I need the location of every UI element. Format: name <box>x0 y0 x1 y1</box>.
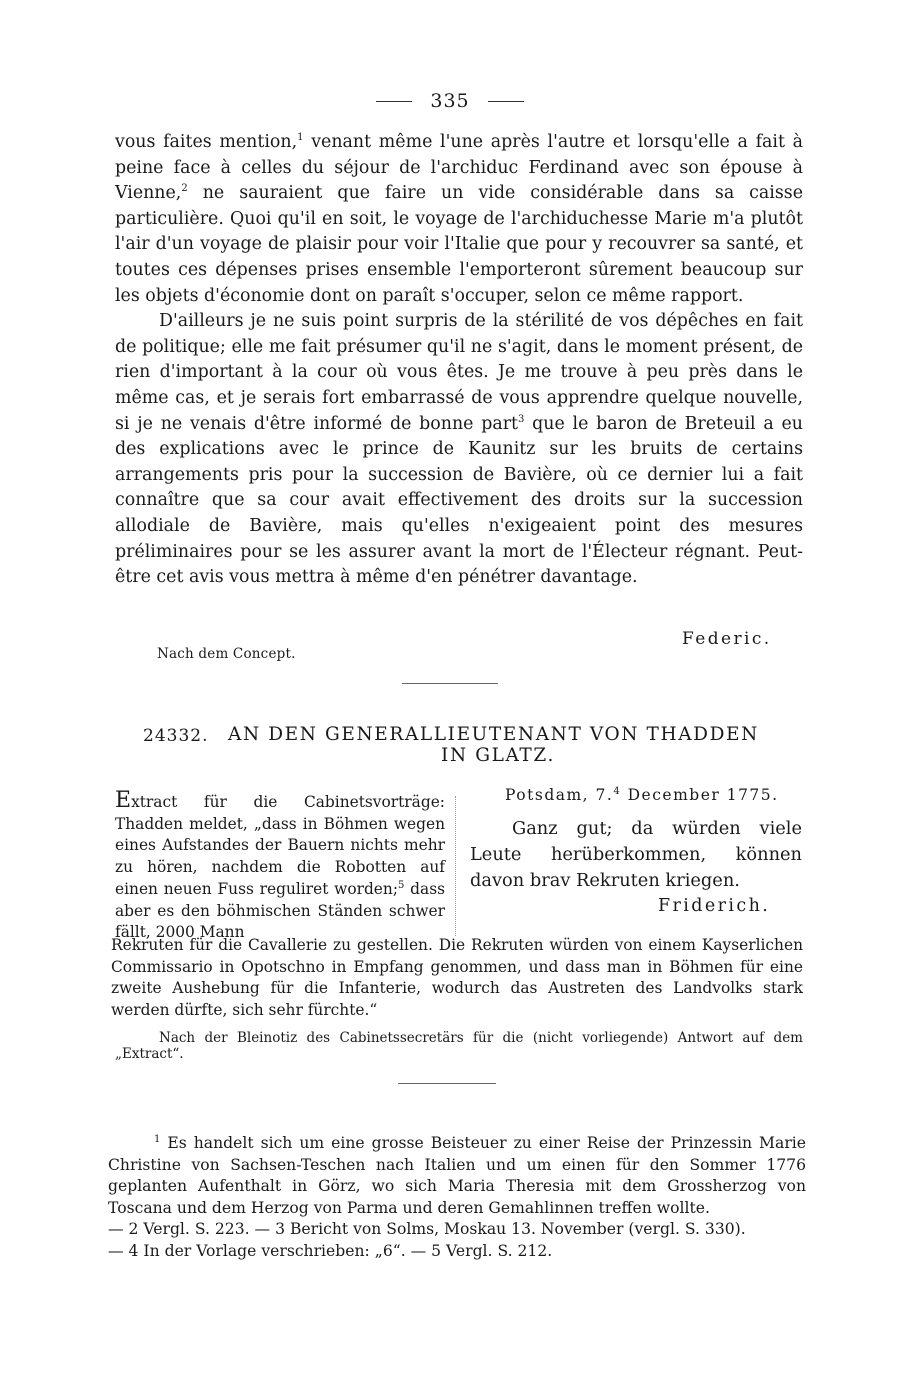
document-heading <box>228 724 788 766</box>
reply-text: Ganz gut; da würden viele Leute herüberkommen, können davon brav Rekruten kriegen. <box>470 818 802 891</box>
footnote-1: $^1$ Es handelt sich um eine grosse Beisteuer zu einer Reise der Prinzessin Marie Christine von Sachsen-Teschen nach Italien und um einen für den Sommer 1776 geplanten Aufenthalt in Görz, wo sich Maria Theresia mit dem Grossherzog von Toscana und dem Herzog von Parma und deren Gemahlinnen treffen wollte. <box>108 1133 806 1217</box>
heading-line-1: AN DEN GENERALLIEUTENANT VON THADDEN <box>228 724 759 745</box>
letter-paragraph-1: vous faites mention,$^1$ venant même l'une après l'autre et lorsqu'elle a fait à peine face à celles du séjour de l'archiduc Ferdinand avec son épouse à Vienne,$^2$ ne sauraient que faire un vide considérable dans sa caisse particulière. Quoi qu'il en soit, le voyage de l'archiduchesse Marie m'a plutôt l'air d'un voyage de plaisir pour voir l'Italie que pour y recouvrer sa santé, et toutes ces dépenses prises ensemble l'emporteront sûrement beaucoup sur les objets d'économie dont on paraît s'occuper, selon ce même rapport. <box>115 132 804 306</box>
section-divider <box>402 683 498 684</box>
page-number: 335 <box>430 90 470 112</box>
heading-line-2: IN GLATZ. <box>441 745 555 766</box>
document-number: 24332. <box>143 726 209 746</box>
source-note: Nach dem Concept. <box>157 646 296 662</box>
extract-title: xtract für die Cabinetsvorträge: <box>131 793 445 811</box>
footnote-ref-3: 3 <box>518 413 525 425</box>
extract-initial: E <box>115 788 132 813</box>
extract-text-2: dass aber es den böhmischen Ständen schwer fällt, 2000 Mann <box>115 879 445 942</box>
header-rule-left <box>376 101 412 102</box>
footnote-ref-4: 4 <box>613 785 622 797</box>
dateline: Potsdam, 7.$^4$ December 1775. <box>505 785 779 804</box>
extract-text: Thadden meldet, „dass in Böhmen wegen eines Aufstandes der Bauern nichts mehr zu hören, nachdem die Robotten auf einen neuen Fuss reguliret worden; <box>115 814 445 898</box>
footnote-ref-2: 2 <box>181 183 188 195</box>
footnote-2-3: — 2 Vergl. S. 223. — 3 Bericht von Solms, Moskau 13. November (vergl. S. 330). <box>108 1220 746 1239</box>
header-rule-right <box>488 101 524 102</box>
footnote-4-5: — 4 In der Vorlage verschrieben: „6“. — 5 Vergl. S. 212. <box>108 1241 553 1260</box>
bleinotiz-note: Nach der Bleinotiz des Cabinetssecretärs für die (nicht vorliegende) Antwort auf dem „Extract“. <box>115 1030 803 1062</box>
letter-paragraph-2: D'ailleurs je ne suis point surpris de la stérilité de vos dépêches en fait de politique; elle me fait présumer qu'il ne s'agit, dans le moment présent, de rien d'important à la cour où vous êtes. Je me trouve à peu près dans le même cas, et je serais fort embarrassé de vous apprendre quelque nouvelle, si je ne venais d'être informé de bonne part$^3$ que le baron de Breteuil a eu des explications avec le prince de Kaunitz sur les bruits de certains arrangements pris pour la succession de Bavière, où ce dernier lui a fait connaître que sa cour avait effectivement des droits sur la succession allodiale de Bavière, mais qu'elles n'exigeaient point des mesures préliminaires pour se les assurer avant la mort de l'Électeur régnant. Peut-être cet avis vous mettra à même d'en pénétrer davantage. <box>115 311 803 588</box>
extract-column <box>115 790 445 944</box>
letter-signature: Federic. <box>682 629 772 649</box>
column-divider <box>455 796 456 936</box>
letter-body <box>115 130 803 591</box>
reply-signature: Friderich. <box>658 896 771 916</box>
extract-continuation: Rekruten für die Cavallerie zu gestellen. Die Rekruten würden von einem Kayserlichen Commissario in Opotschno in Empfang genommen, und dass man in Böhmen für eine zweite Aushebung für die Infanterie, wodurch das Austreten des Landvolks stark werden dürfte, sich sehr fürchte.“ <box>111 936 803 1019</box>
section-divider-2 <box>398 1083 496 1084</box>
king-reply <box>470 816 802 894</box>
page-header <box>0 90 900 112</box>
footnote-ref-5: 5 <box>398 879 405 891</box>
footnote-ref-1: 1 <box>297 132 304 144</box>
footnotes <box>108 1133 806 1263</box>
